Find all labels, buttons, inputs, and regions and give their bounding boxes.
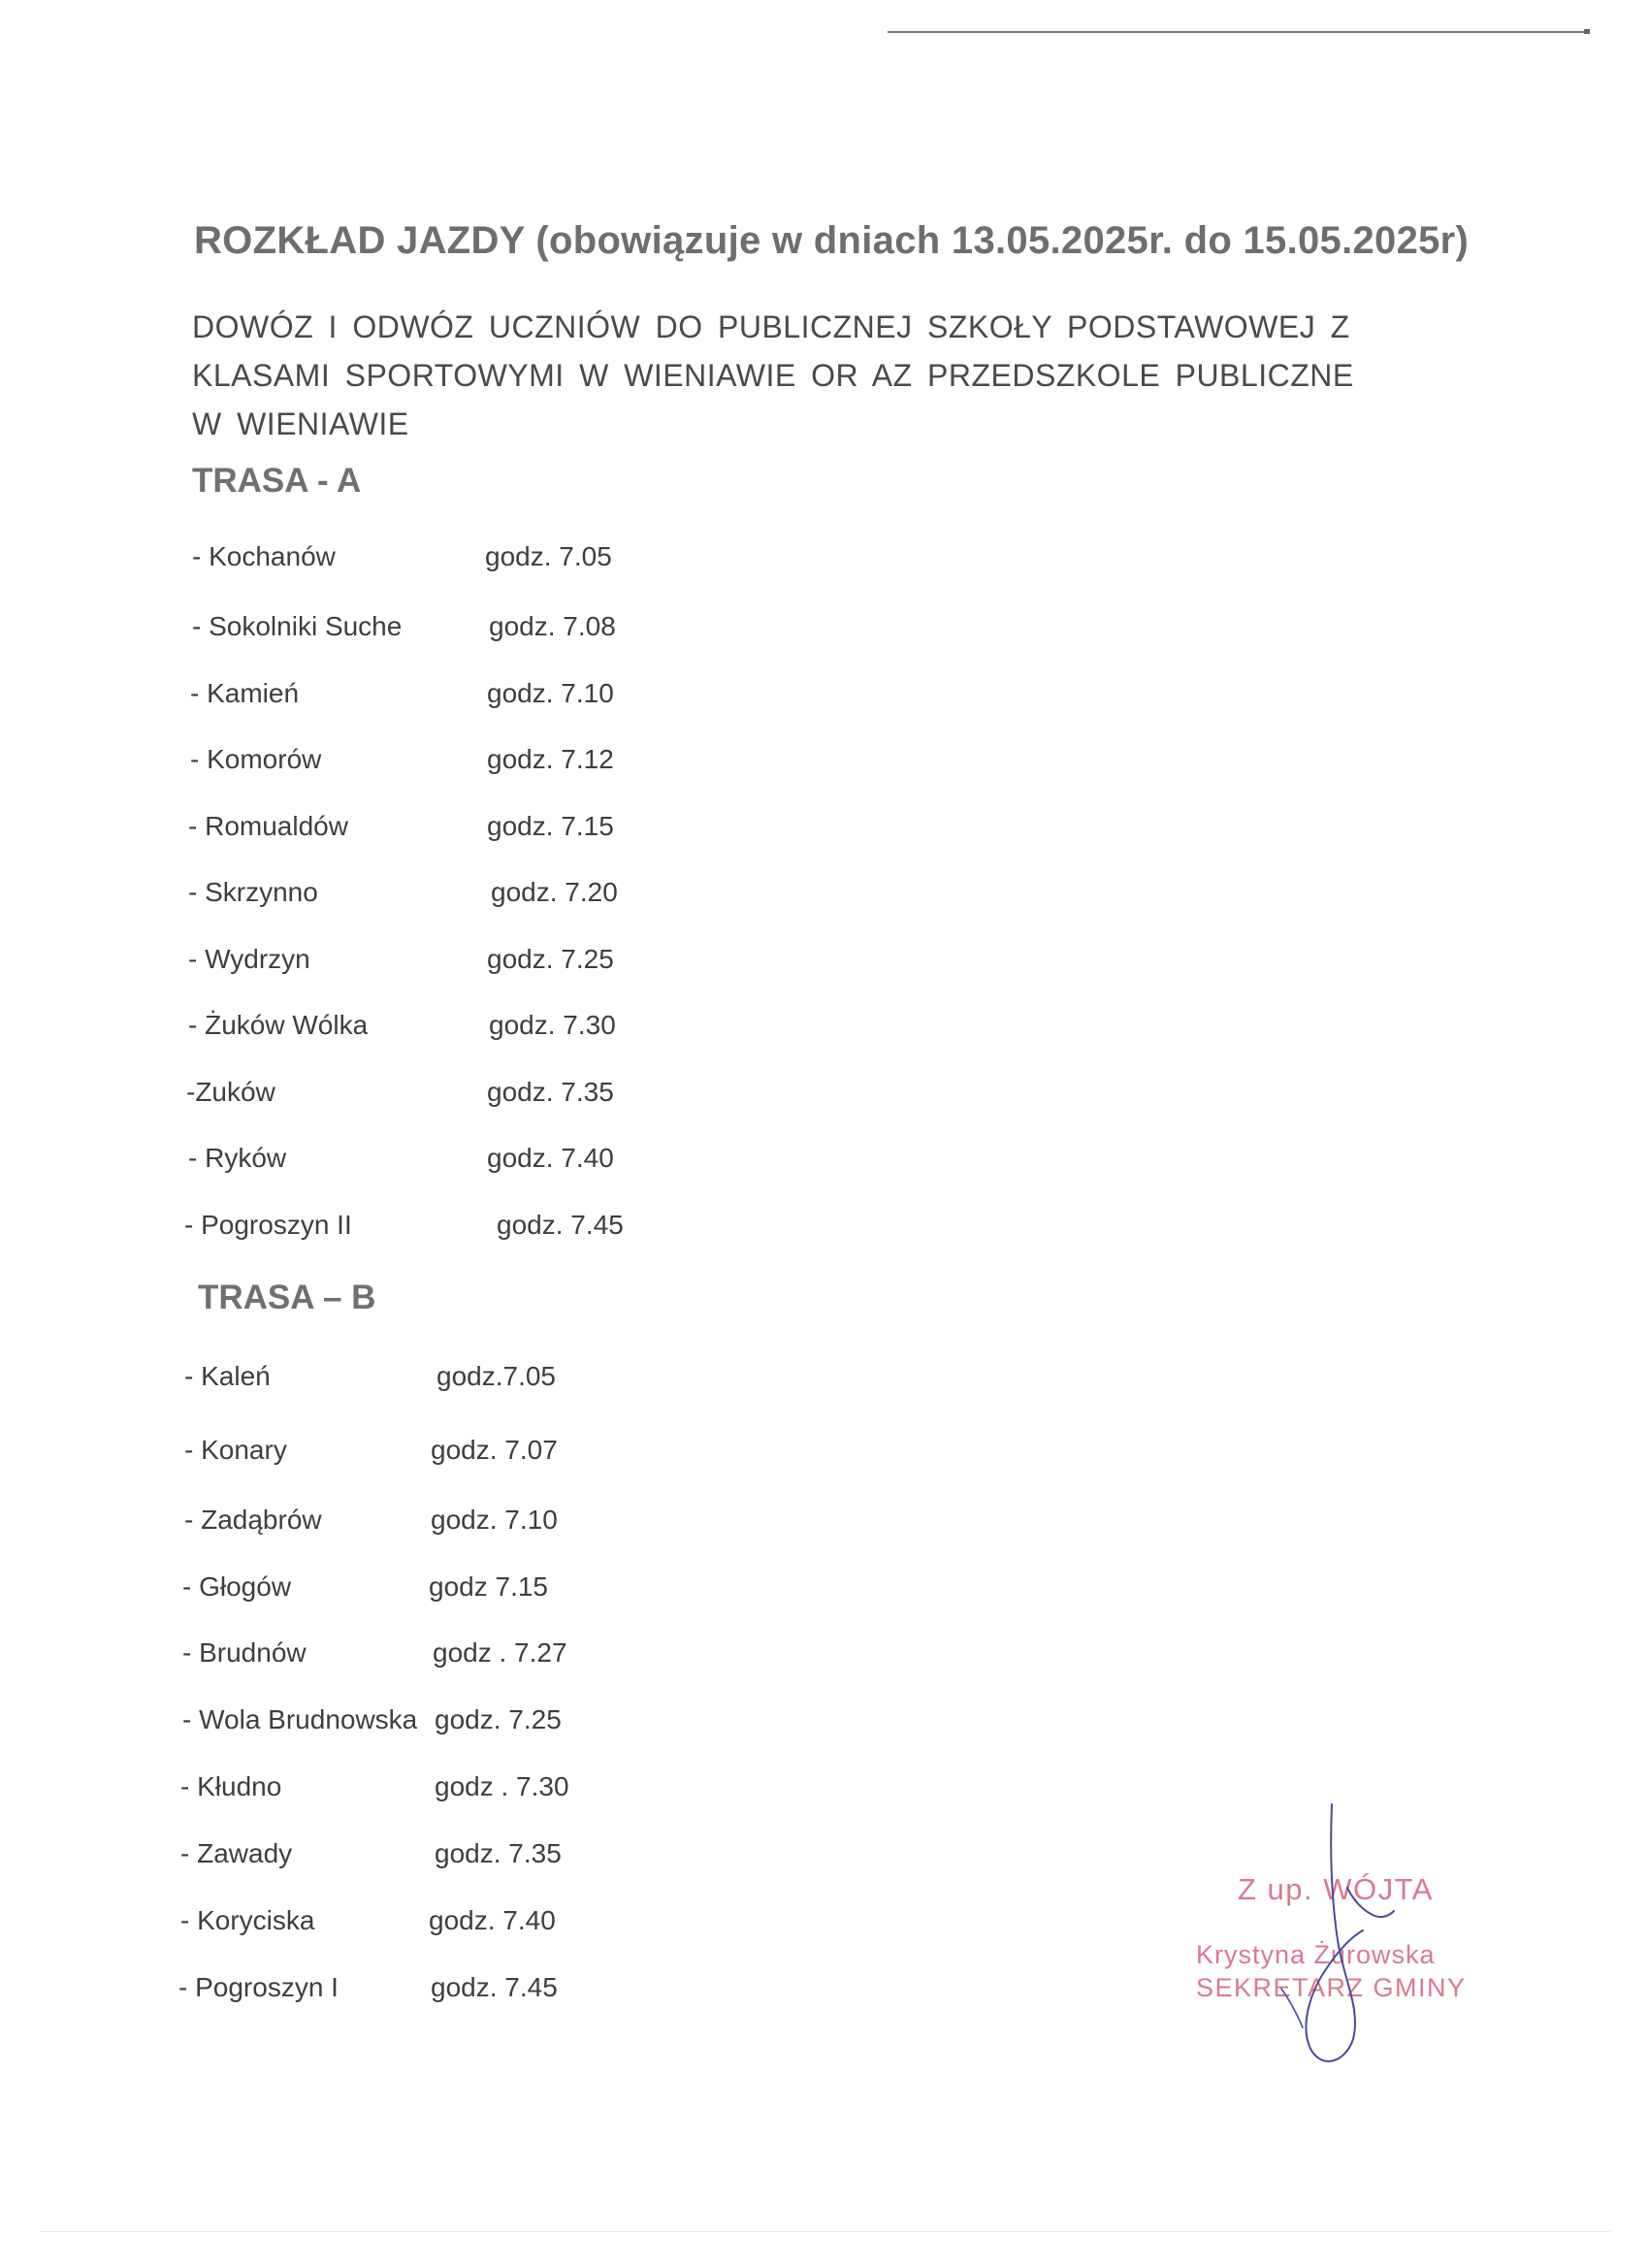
stop-name: - Żuków Wólka <box>188 1010 369 1040</box>
handwritten-signature <box>1217 1795 1411 2086</box>
stop-name: - Zadąbrów <box>184 1505 322 1535</box>
route-a-title: TRASA - A <box>192 462 362 500</box>
stop-name: - Skrzynno <box>188 877 318 907</box>
stop-time: godz. 7.15 <box>487 811 614 841</box>
stop-time: godz.7.05 <box>436 1361 556 1391</box>
subtitle-line: DOWÓZ I ODWÓZ UCZNIÓW DO PUBLICZNEJ SZKOŁY PODSTAWOWEJ Z <box>192 309 1350 344</box>
stop-time: godz. 7.25 <box>435 1704 562 1734</box>
stop-name: - Wydrzyn <box>188 944 310 974</box>
stop-name: - Brudnów <box>182 1637 307 1668</box>
stop-time: godz 7.15 <box>429 1571 548 1602</box>
top-rule-tip <box>1584 29 1590 34</box>
stop-name: - Romualdów <box>188 811 348 841</box>
stamp-title: SEKRETARZ GMINY <box>1196 1973 1467 2002</box>
stop-name: - Głogów <box>182 1571 292 1602</box>
stop-name: - Pogroszyn I <box>178 1972 339 2002</box>
stop-time: godz. 7.20 <box>491 877 618 907</box>
stop-time: godz. 7.12 <box>487 744 614 774</box>
stop-time: godz. 7.40 <box>429 1905 556 1935</box>
stop-name: - Konary <box>184 1435 287 1465</box>
bottom-scan-line <box>39 2231 1610 2232</box>
stop-time: godz . 7.30 <box>435 1771 569 1801</box>
stamp-authority: Z up. WÓJTA <box>1238 1872 1434 1906</box>
stop-time: godz. 7.35 <box>487 1077 614 1107</box>
stop-name: -Zuków <box>186 1077 275 1107</box>
stop-time: godz. 7.05 <box>485 541 612 571</box>
stop-name: - Kaleń <box>184 1361 271 1391</box>
stop-name: - Wola Brudnowska <box>182 1704 418 1734</box>
stop-name: - Komorów <box>190 744 322 774</box>
stop-time: godz. 7.10 <box>487 678 614 708</box>
stamp-name: Krystyna Żurowska <box>1196 1940 1436 1969</box>
stop-name: - Kochanów <box>192 541 336 571</box>
stop-time: godz. 7.10 <box>431 1505 558 1535</box>
stop-name: - Pogroszyn II <box>184 1210 352 1240</box>
top-rule <box>888 31 1586 33</box>
stop-name: - Kamień <box>190 678 300 708</box>
document-title: ROZKŁAD JAZDY (obowiązuje w dniach 13.05.2025r. do 15.05.2025r) <box>194 219 1470 262</box>
stop-time: godz. 7.07 <box>431 1435 558 1465</box>
stop-time: godz. 7.30 <box>489 1010 616 1040</box>
stop-time: godz. 7.35 <box>435 1838 562 1868</box>
stop-name: - Zawady <box>180 1838 293 1868</box>
stop-name: - Kłudno <box>180 1771 282 1801</box>
stop-name: - Ryków <box>188 1143 287 1173</box>
route-b-title: TRASA – B <box>198 1279 376 1316</box>
stop-time: godz . 7.27 <box>433 1637 567 1668</box>
stop-name: - Sokolniki Suche <box>192 611 403 641</box>
stop-time: godz. 7.45 <box>497 1210 624 1240</box>
subtitle-line: KLASAMI SPORTOWYMI W WIENIAWIE OR AZ PRZEDSZKOLE PUBLICZNE <box>192 358 1354 393</box>
stop-time: godz. 7.25 <box>487 944 614 974</box>
stop-time: godz. 7.45 <box>431 1972 558 2002</box>
stop-name: - Koryciska <box>180 1905 315 1935</box>
subtitle-line: W WIENIAWIE <box>192 406 409 441</box>
document-subtitle <box>192 303 1354 448</box>
stop-time: godz. 7.08 <box>489 611 616 641</box>
stop-time: godz. 7.40 <box>487 1143 614 1173</box>
